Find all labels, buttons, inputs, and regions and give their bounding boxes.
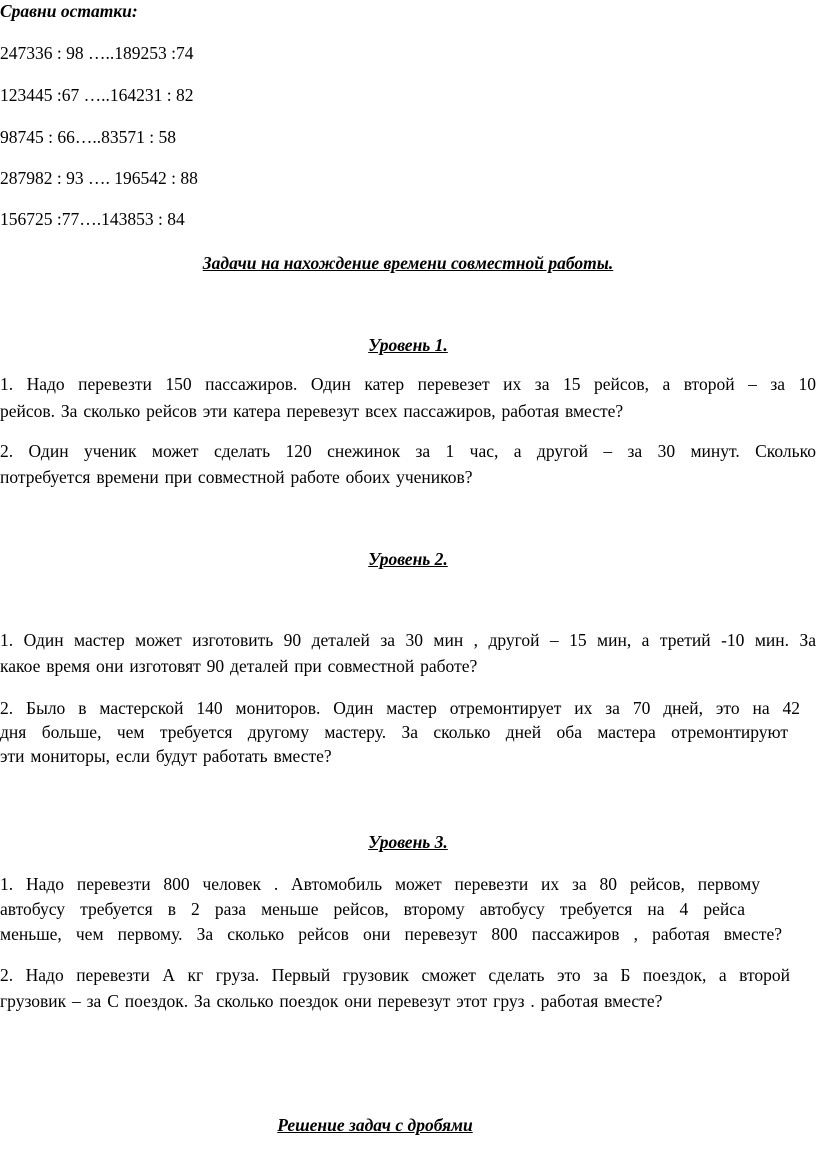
level-3-problem-2 xyxy=(0,967,790,1011)
level-2-problem-1 xyxy=(0,632,816,676)
level-1-problem-1 xyxy=(0,376,816,421)
level-3-problem-1 xyxy=(0,874,782,944)
problem-line: потребуется времени при совместной работе обоих учеников? xyxy=(0,467,473,487)
problem-line: рейсов. За сколько рейсов эти катера перевезут всех пассажиров, работая вместе? xyxy=(0,401,624,421)
remainder-item: 156725 :77….143853 : 84 xyxy=(0,209,185,229)
problem-line: 1. Надо перевезти 800 человек . Автомобиль может перевезти их за 80 рейсов, первому xyxy=(0,874,760,894)
level-3-title: Уровень 3. xyxy=(368,832,448,852)
problem-line: дня больше, чем требуется другому мастеру. За сколько дней оба мастера отремонтируют xyxy=(0,722,788,742)
problem-line: 1. Один мастер может изготовить 90 деталей за 30 мин , другой – 15 мин, а третий -10 мин. За xyxy=(0,630,816,650)
remainder-item: 98745 : 66…..83571 : 58 xyxy=(0,127,176,147)
problem-line: 1. Надо перевезти 150 пассажиров. Один катер перевезет их за 15 рейсов, а второй – за 10 xyxy=(0,374,816,394)
remainders-title: Сравни остатки: xyxy=(0,1,138,21)
level-2-problem-2 xyxy=(0,700,800,766)
problem-line: 2. Было в мастерской 140 мониторов. Один мастер отремонтирует их за 70 дней, это на 42 xyxy=(0,698,800,718)
problem-line: какое время они изготовят 90 деталей при совместной работе? xyxy=(0,656,478,676)
problem-line: 2. Надо перевезти А кг груза. Первый грузовик сможет сделать это за Б поездок, а второй xyxy=(0,965,790,985)
problem-line: эти мониторы, если будут работать вместе? xyxy=(0,746,332,766)
remainder-item: 123445 :67 …..164231 : 82 xyxy=(0,85,194,105)
remainder-item: 287982 : 93 …. 196542 : 88 xyxy=(0,168,198,188)
problem-line: меньше, чем первому. За сколько рейсов они перевезут 800 пассажиров , работая вместе? xyxy=(0,924,782,944)
problem-line: автобусу требуется в 2 раза меньше рейсов, второму автобусу требуется на 4 рейса xyxy=(0,899,745,919)
level-2-title: Уровень 2. xyxy=(368,549,448,569)
problem-line: 2. Один ученик может сделать 120 снежинок за 1 час, а другой – за 30 минут. Сколько xyxy=(0,441,816,461)
remainder-item: 247336 : 98 …..189253 :74 xyxy=(0,43,194,63)
footer-title: Решение задач с дробями xyxy=(277,1115,473,1135)
level-1-title: Уровень 1. xyxy=(368,335,448,355)
section-title: Задачи на нахождение времени совместной работы. xyxy=(202,253,614,273)
level-1-problem-2 xyxy=(0,443,816,487)
problem-line: грузовик – за С поездок. За сколько поездок они перевезут этот груз . работая вместе? xyxy=(0,991,663,1011)
